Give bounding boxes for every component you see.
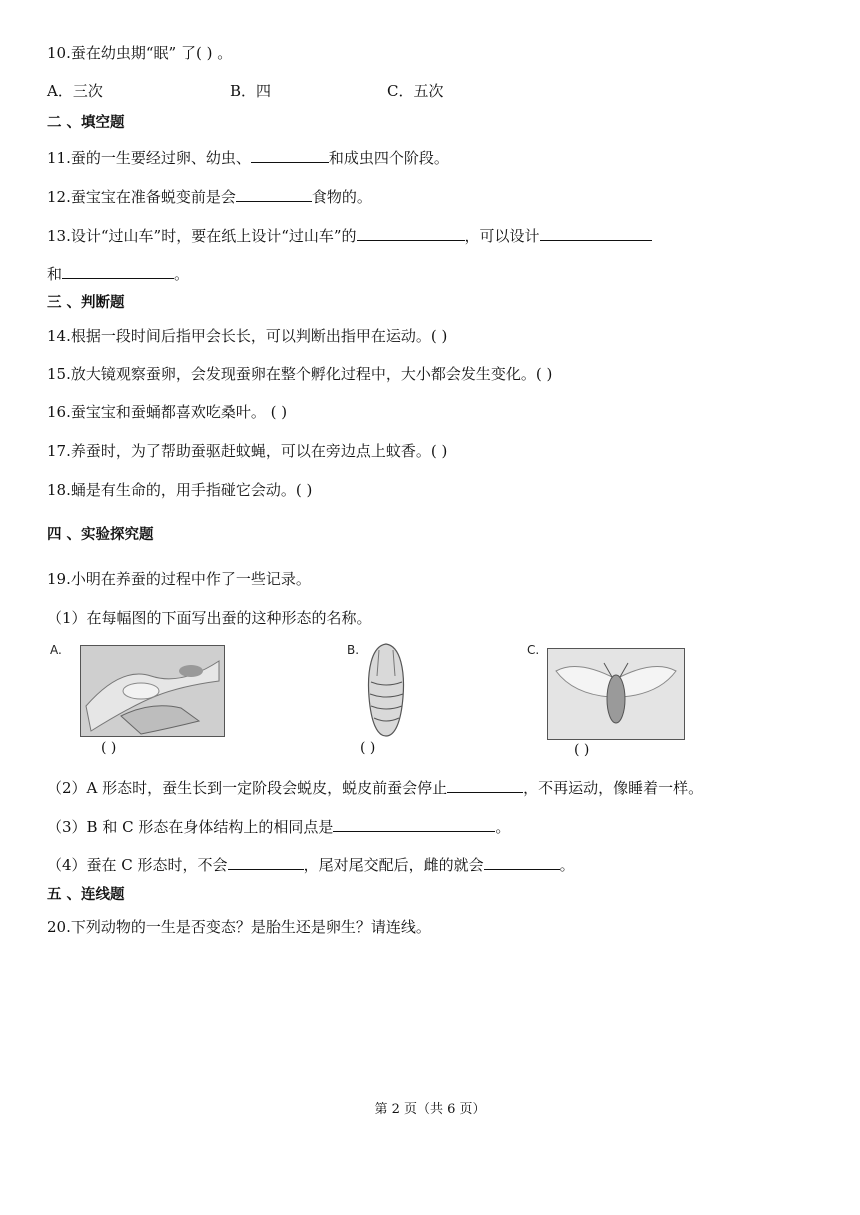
q10-option-c: C．五次 bbox=[387, 82, 444, 100]
q13-answer-blank-3[interactable] bbox=[62, 262, 174, 279]
picture-b-label: B. bbox=[347, 643, 360, 657]
question-16: 16.蚕宝宝和蚕蛹都喜欢吃桑叶。 ( ) bbox=[47, 403, 288, 421]
q13-text-part4: 。 bbox=[174, 265, 190, 283]
question-12 bbox=[47, 185, 372, 207]
question-11 bbox=[47, 146, 449, 168]
section-matching-heading: 五 、连线题 bbox=[47, 887, 125, 903]
question-13-line1 bbox=[47, 224, 652, 246]
question-13-line2 bbox=[47, 262, 189, 284]
q19-sub2-before: （2）A 形态时，蚕生长到一定阶段会蜕皮，蜕皮前蚕会停止 bbox=[47, 779, 448, 797]
question-17: 17.养蚕时，为了帮助蚕驱赶蚊蝇，可以在旁边点上蚊香。( ) bbox=[47, 442, 448, 460]
picture-c-answer-paren[interactable]: ( ) bbox=[574, 742, 590, 758]
section-true-false-heading: 三 、判断题 bbox=[47, 295, 125, 311]
silkworm-moth-picture bbox=[547, 648, 685, 740]
question-10-stem: 10.蚕在幼虫期“眠” 了( ) 。 bbox=[47, 44, 233, 62]
question-19-sub1: （1）在每幅图的下面写出蚕的这种形态的名称。 bbox=[47, 609, 372, 627]
q10-option-b: B．四 bbox=[230, 82, 272, 100]
q19-sub4-middle: ，尾对尾交配后，雌的就会 bbox=[303, 856, 484, 874]
question-15: 15.放大镜观察蚕卵，会发现蚕卵在整个孵化过程中，大小都会发生变化。( ) bbox=[47, 365, 553, 383]
q19-sub3-answer-blank[interactable] bbox=[333, 815, 495, 832]
q12-answer-blank[interactable] bbox=[236, 185, 312, 202]
q11-text-before: 11.蚕的一生要经过卵、幼虫、 bbox=[47, 149, 251, 167]
question-19-sub2 bbox=[47, 776, 703, 798]
q11-answer-blank[interactable] bbox=[251, 146, 329, 163]
section-fill-in-heading: 二 、填空题 bbox=[47, 115, 125, 131]
question-18: 18.蛹是有生命的，用手指碰它会动。( ) bbox=[47, 481, 313, 499]
question-19-stem: 19.小明在养蚕的过程中作了一些记录。 bbox=[47, 570, 311, 588]
q13-text-part2: ，可以设计 bbox=[464, 227, 540, 245]
page-footer: 第 2 页（共 6 页） bbox=[374, 1102, 486, 1117]
q13-answer-blank-2[interactable] bbox=[540, 224, 652, 241]
moth-drawing bbox=[548, 649, 684, 739]
q10-option-a: A．三次 bbox=[47, 82, 103, 100]
q19-sub3-before: （3）B 和 C 形态在身体结构上的相同点是 bbox=[47, 818, 334, 836]
q19-sub4-answer-blank-1[interactable] bbox=[228, 853, 304, 870]
picture-a-label: A. bbox=[50, 643, 62, 657]
silkworm-larva-picture bbox=[80, 645, 225, 737]
pupa-drawing bbox=[365, 642, 407, 738]
q11-text-after: 和成虫四个阶段。 bbox=[328, 149, 449, 167]
q19-sub2-answer-blank[interactable] bbox=[447, 776, 523, 793]
question-19-sub4 bbox=[47, 853, 575, 875]
question-19-sub3 bbox=[47, 815, 510, 837]
section-experiment-heading: 四 、实验探究题 bbox=[47, 527, 154, 543]
q19-sub4-before: （4）蚕在 C 形态时，不会 bbox=[47, 856, 228, 874]
q13-answer-blank-1[interactable] bbox=[357, 224, 465, 241]
q19-sub4-answer-blank-2[interactable] bbox=[484, 853, 560, 870]
question-20: 20.下列动物的一生是否变态？是胎生还是卵生？请连线。 bbox=[47, 918, 431, 936]
larva-drawing bbox=[81, 646, 224, 736]
q13-text-part3: 和 bbox=[47, 265, 63, 283]
q19-sub4-after: 。 bbox=[559, 856, 575, 874]
q13-text-part1: 13.设计“过山车”时，要在纸上设计“过山车”的 bbox=[47, 227, 357, 245]
picture-c-label: C. bbox=[527, 643, 540, 657]
q19-sub2-after: ，不再运动，像睡着一样。 bbox=[523, 779, 704, 797]
picture-b-answer-paren[interactable]: ( ) bbox=[360, 740, 376, 756]
silkworm-pupa-picture bbox=[365, 642, 407, 738]
picture-a-answer-paren[interactable]: ( ) bbox=[101, 740, 117, 756]
q12-text-before: 12.蚕宝宝在准备蜕变前是会 bbox=[47, 188, 236, 206]
question-14: 14.根据一段时间后指甲会长长，可以判断出指甲在运动。( ) bbox=[47, 327, 448, 345]
q12-text-after: 食物的。 bbox=[311, 188, 372, 206]
q19-sub3-after: 。 bbox=[495, 818, 511, 836]
